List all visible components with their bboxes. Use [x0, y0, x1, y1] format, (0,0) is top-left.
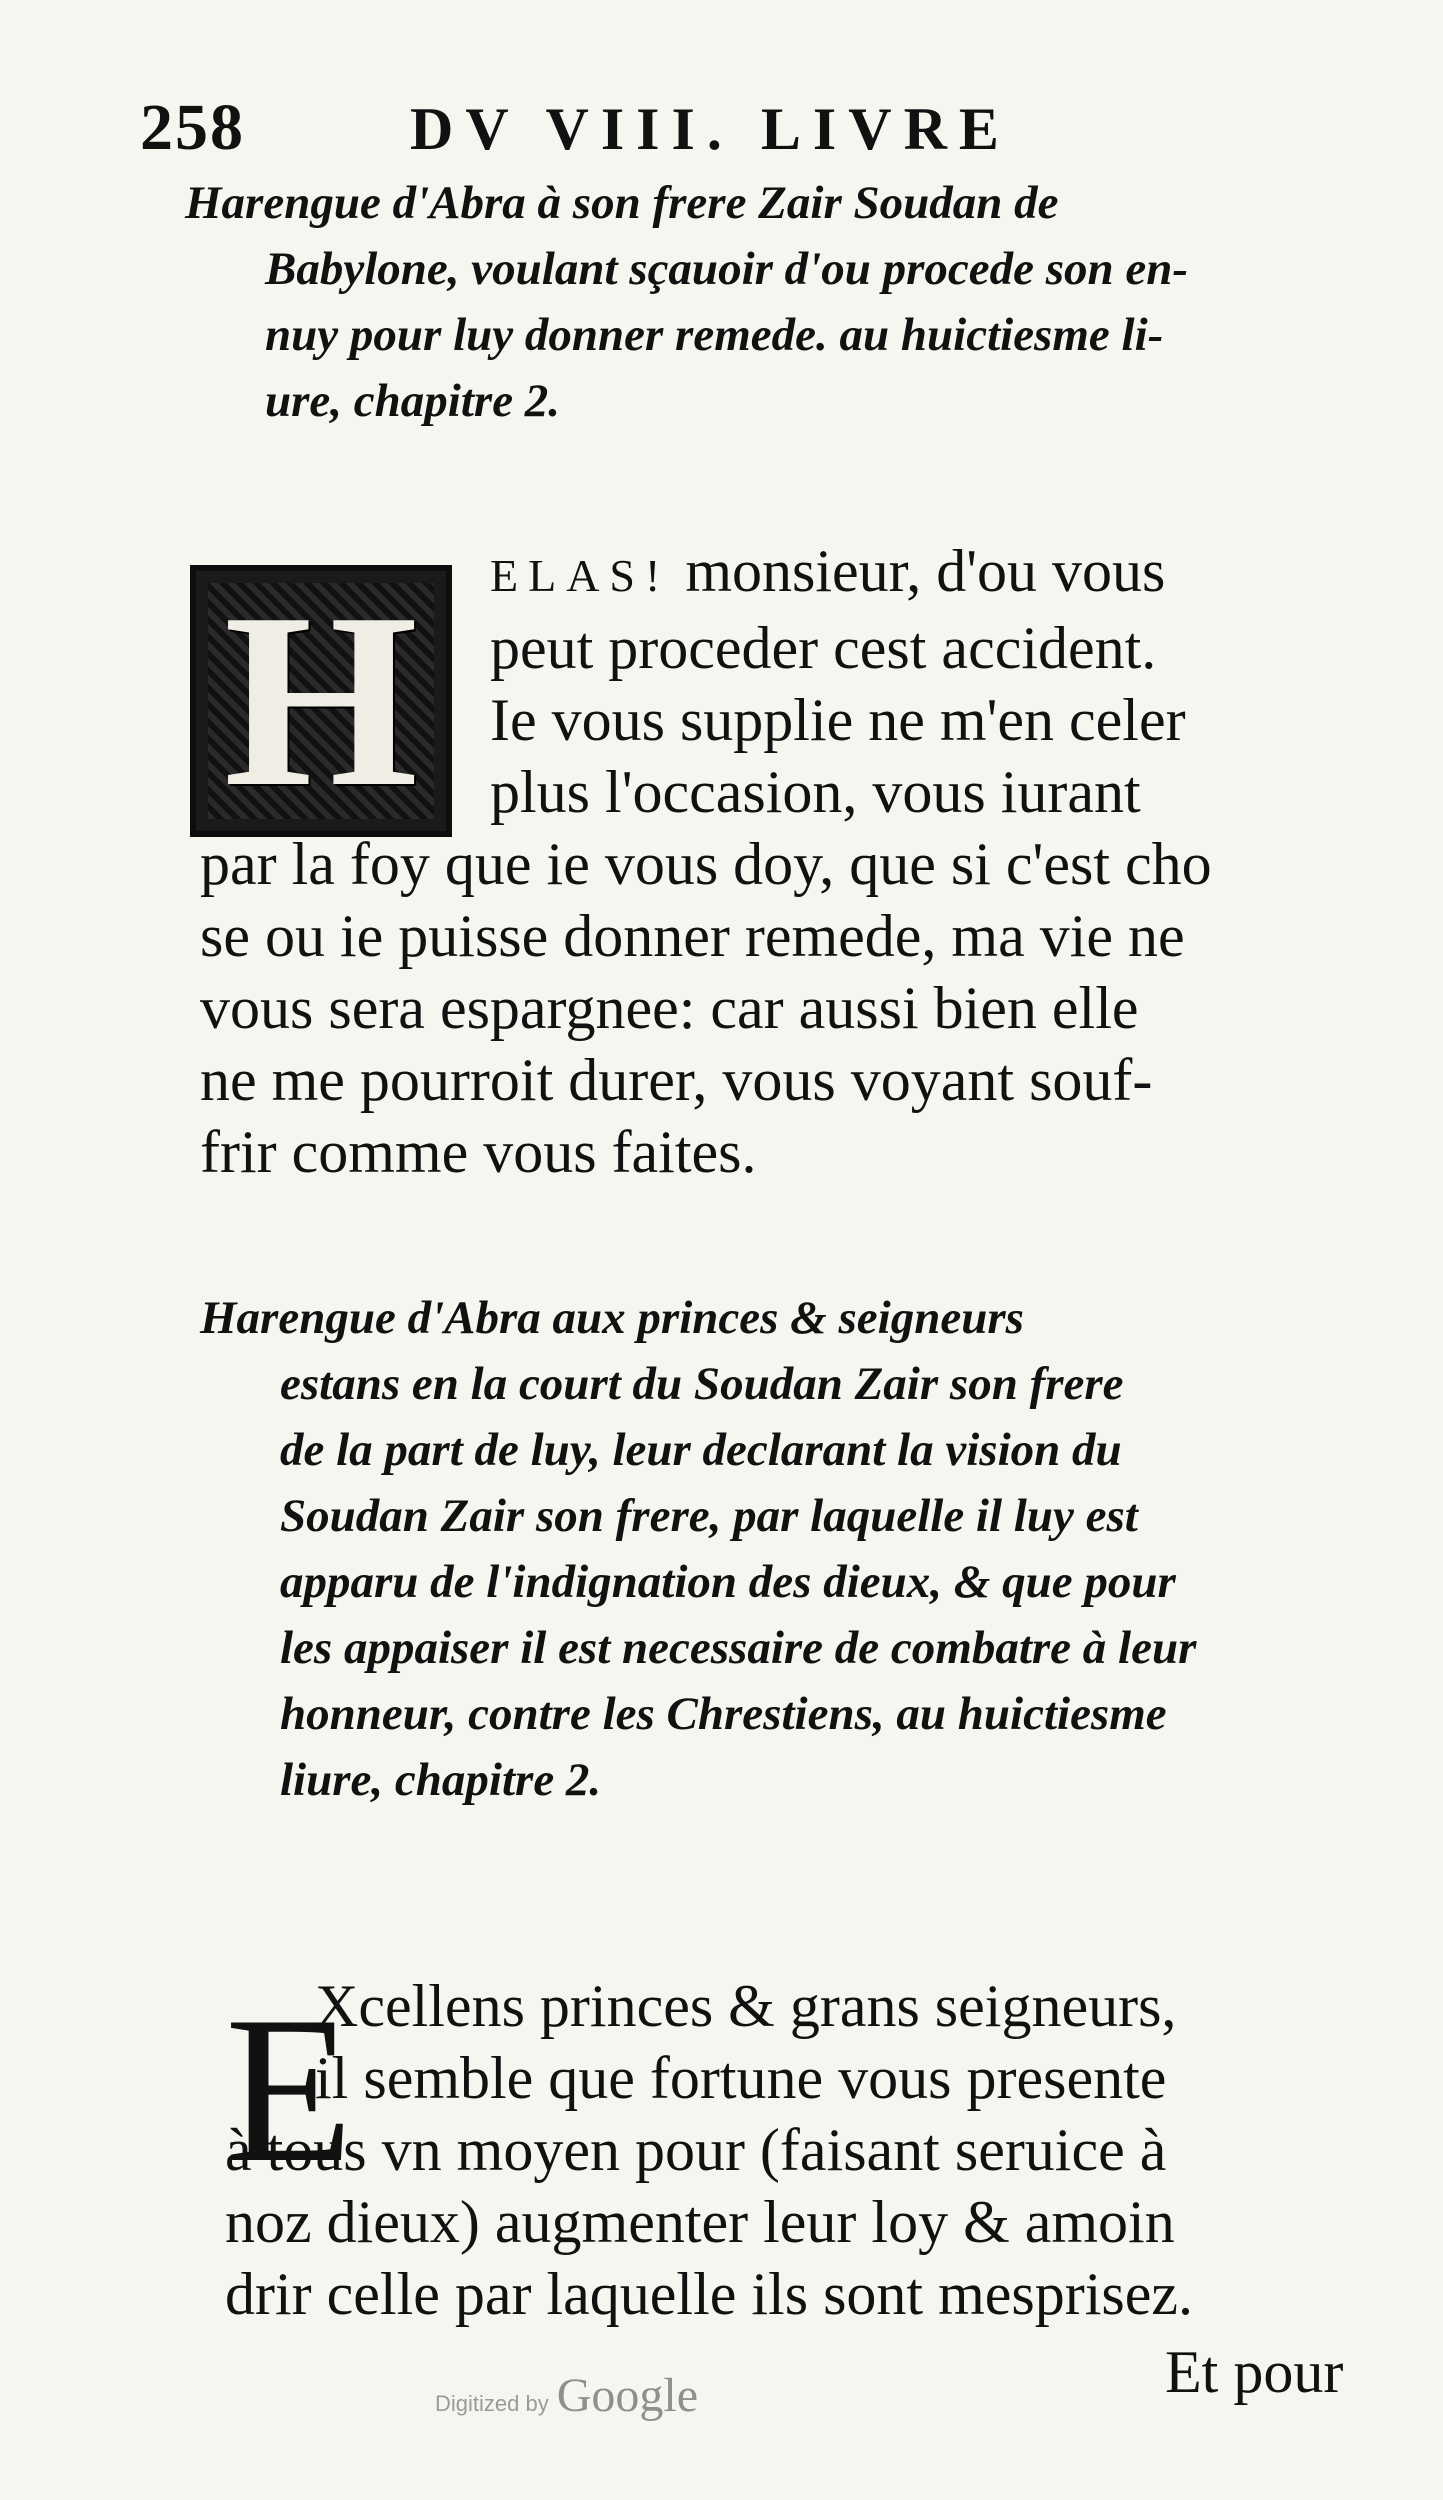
- watermark-prefix: Digitized by: [435, 2391, 549, 2416]
- heading-line: les appaiser il est necessaire de combatre à leur: [280, 1622, 1197, 1674]
- initial-letter: E: [225, 1974, 354, 2206]
- running-head-title: DV VIII. LIVRE: [410, 96, 1011, 162]
- paragraph-1: [200, 535, 1380, 1188]
- body-line: peut proceder cest accident.: [490, 615, 1157, 681]
- heading-line: honneur, contre les Chrestiens, au huictiesme: [280, 1688, 1167, 1740]
- body-line: ne me pourroit durer, vous voyant souf-: [200, 1047, 1153, 1113]
- page-number: 258: [140, 91, 245, 164]
- catchword: Et pour: [1165, 2339, 1344, 2405]
- body-line: frir comme vous faites.: [200, 1119, 757, 1185]
- google-logo: Google: [556, 2369, 699, 2422]
- digitized-watermark: [435, 2368, 698, 2423]
- dropcap-letter: H: [223, 562, 419, 839]
- heading-line: Soudan Zair son frere, par laquelle il luy est: [280, 1490, 1138, 1542]
- heading-line: nuy pour luy donner remede. au huictiesme li-: [265, 309, 1164, 361]
- heading-line: Harengue d'Abra aux princes & seigneurs: [200, 1292, 1024, 1344]
- heading-line: ure, chapitre 2.: [265, 375, 561, 427]
- body-line: Xcellens princes & grans seigneurs,: [315, 1973, 1177, 2039]
- body-line: vous sera espargnee: car aussi bien elle: [200, 975, 1139, 1041]
- opening-smallcaps: ELAS!: [490, 550, 671, 601]
- heading-line: liure, chapitre 2.: [280, 1754, 602, 1806]
- body-line-text: monsieur, d'ou vous: [685, 538, 1166, 604]
- body-line: drir celle par laquelle ils sont mesprisez.: [225, 2261, 1193, 2327]
- heading-line: apparu de l'indignation des dieux, & que pour: [280, 1556, 1176, 1608]
- body-line: Ie vous supplie ne m'en celer: [490, 687, 1186, 753]
- heading-line: estans en la court du Soudan Zair son frere: [280, 1358, 1124, 1410]
- heading-line: Harengue d'Abra à son frere Zair Soudan de: [185, 177, 1059, 229]
- heading-line: Babylone, voulant sçauoir d'ou procede son en-: [265, 243, 1189, 295]
- body-line: à tous vn moyen pour (faisant seruice à: [225, 2117, 1167, 2183]
- body-line: par la foy que ie vous doy, que si c'est cho: [200, 831, 1212, 897]
- heading-line: de la part de luy, leur declarant la vision du: [280, 1424, 1122, 1476]
- running-head: [140, 90, 1140, 170]
- paragraph-2: [225, 1970, 1385, 2330]
- body-line: se ou ie puisse donner remede, ma vie ne: [200, 903, 1185, 969]
- body-line: [200, 535, 1380, 612]
- body-line: il semble que fortune vous presente: [315, 2045, 1167, 2111]
- section-heading-2: [200, 1285, 1390, 1813]
- body-line: noz dieux) augmenter leur loy & amoin: [225, 2189, 1175, 2255]
- section-heading-1: [185, 170, 1375, 434]
- body-line: plus l'occasion, vous iurant: [490, 759, 1141, 825]
